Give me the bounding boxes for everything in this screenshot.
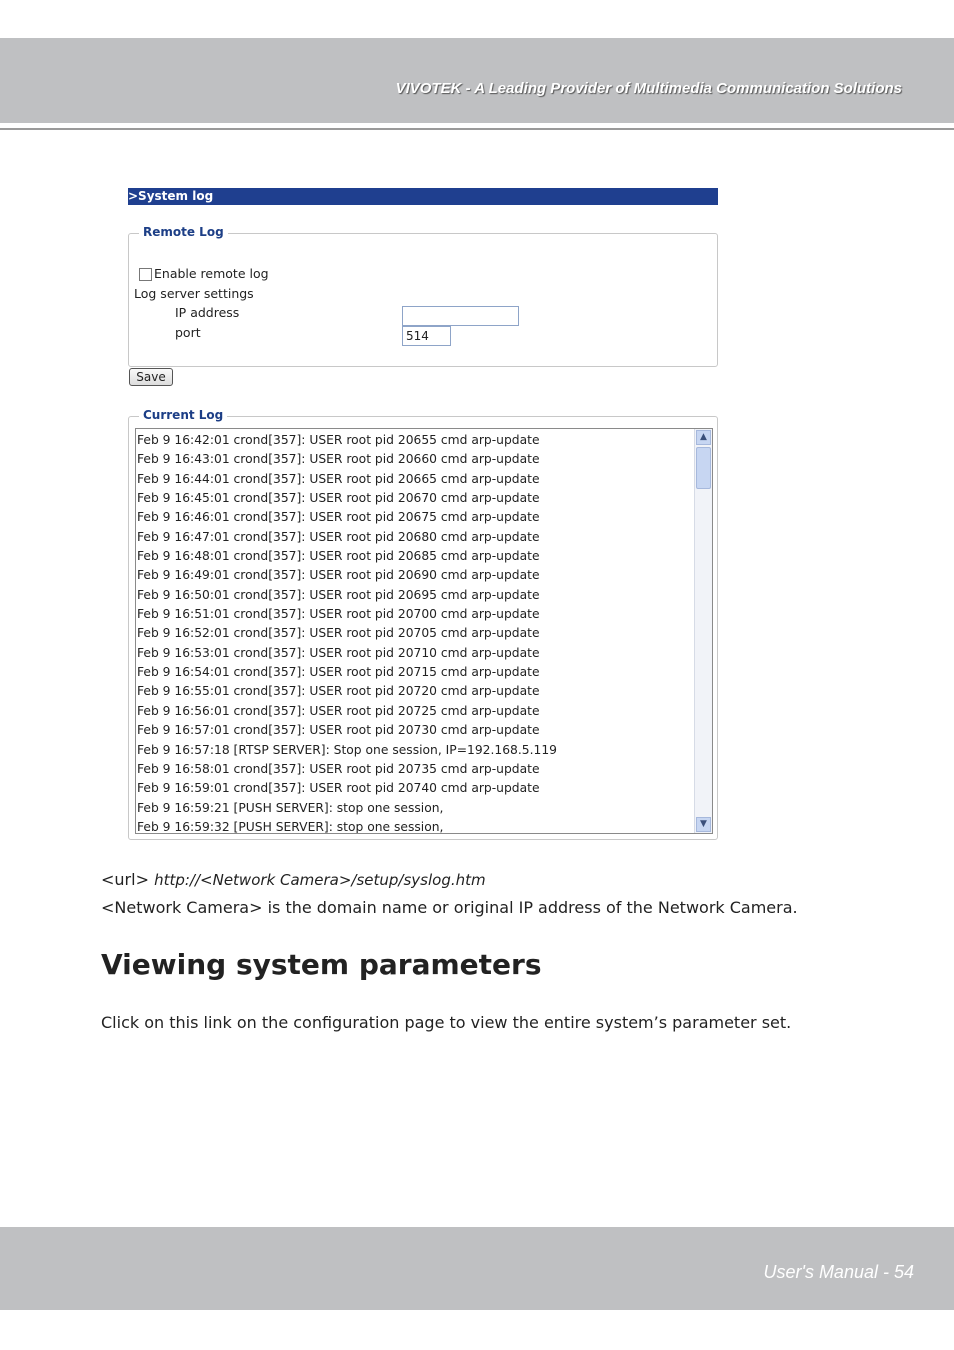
port-label: port bbox=[175, 325, 201, 340]
section-paragraph: Click on this link on the configuration page to view the entire system’s parameter set. bbox=[101, 1013, 792, 1032]
remote-log-legend: Remote Log bbox=[139, 225, 228, 239]
log-line: Feb 9 16:56:01 crond[357]: USER root pid 20725 cmd arp-update bbox=[137, 703, 540, 718]
scroll-thumb[interactable] bbox=[696, 447, 711, 489]
log-line: Feb 9 16:45:01 crond[357]: USER root pid 20670 cmd arp-update bbox=[137, 491, 540, 506]
page-number: User's Manual - 54 bbox=[763, 1262, 914, 1282]
log-line: Feb 9 16:53:01 crond[357]: USER root pid 20710 cmd arp-update bbox=[137, 645, 540, 660]
log-server-settings-label: Log server settings bbox=[134, 286, 254, 301]
log-line: Feb 9 16:49:01 crond[357]: USER root pid 20690 cmd arp-update bbox=[137, 568, 540, 583]
log-line: Feb 9 16:55:01 crond[357]: USER root pid 20720 cmd arp-update bbox=[137, 684, 540, 699]
current-log-fieldset bbox=[128, 408, 718, 840]
header-divider bbox=[0, 128, 954, 130]
log-line: Feb 9 16:58:01 crond[357]: USER root pid 20735 cmd arp-update bbox=[137, 761, 540, 776]
enable-remote-log-checkbox[interactable] bbox=[139, 268, 152, 281]
log-line: Feb 9 16:52:01 crond[357]: USER root pid 20705 cmd arp-update bbox=[137, 626, 540, 641]
log-line: Feb 9 16:48:01 crond[357]: USER root pid 20685 cmd arp-update bbox=[137, 549, 540, 564]
scroll-down-icon[interactable]: ▼ bbox=[696, 817, 711, 832]
enable-remote-log-label: Enable remote log bbox=[154, 266, 269, 281]
current-log-legend: Current Log bbox=[139, 408, 227, 422]
log-line: Feb 9 16:51:01 crond[357]: USER root pid 20700 cmd arp-update bbox=[137, 607, 540, 622]
url-text: http://<Network Camera>/setup/syslog.htm bbox=[154, 871, 486, 889]
log-line: Feb 9 16:59:01 crond[357]: USER root pid 20740 cmd arp-update bbox=[137, 781, 540, 796]
url-prefix: <url> bbox=[101, 870, 149, 889]
log-line: Feb 9 16:54:01 crond[357]: USER root pid 20715 cmd arp-update bbox=[137, 665, 540, 680]
log-line: Feb 9 16:57:18 [RTSP SERVER]: Stop one session, IP=192.168.5.119 bbox=[137, 742, 557, 757]
port-input[interactable]: 514 bbox=[402, 326, 451, 346]
header-tagline: VIVOTEK - A Leading Provider of Multimedia Communication Solutions bbox=[395, 80, 902, 97]
log-line: Feb 9 16:59:32 [PUSH SERVER]: stop one session, bbox=[137, 819, 444, 834]
log-line: Feb 9 16:59:21 [PUSH SERVER]: stop one session, bbox=[137, 800, 444, 815]
url-line bbox=[101, 870, 486, 889]
url-description: <Network Camera> is the domain name or original IP address of the Network Camera. bbox=[101, 898, 798, 917]
log-lines bbox=[137, 431, 693, 834]
save-button[interactable]: Save bbox=[129, 368, 173, 386]
scroll-up-icon[interactable]: ▲ bbox=[696, 430, 711, 445]
section-heading: Viewing system parameters bbox=[101, 948, 542, 981]
remote-log-fieldset bbox=[128, 225, 718, 367]
log-line: Feb 9 16:50:01 crond[357]: USER root pid 20695 cmd arp-update bbox=[137, 587, 540, 602]
log-line: Feb 9 16:46:01 crond[357]: USER root pid 20675 cmd arp-update bbox=[137, 510, 540, 525]
log-textarea[interactable] bbox=[135, 428, 713, 834]
log-line: Feb 9 16:43:01 crond[357]: USER root pid 20660 cmd arp-update bbox=[137, 452, 540, 467]
log-line: Feb 9 16:44:01 crond[357]: USER root pid 20665 cmd arp-update bbox=[137, 471, 540, 486]
ip-address-label: IP address bbox=[175, 305, 240, 320]
log-line: Feb 9 16:57:01 crond[357]: USER root pid 20730 cmd arp-update bbox=[137, 723, 540, 738]
ip-address-input[interactable] bbox=[402, 306, 519, 326]
log-scrollbar[interactable] bbox=[694, 429, 712, 833]
log-line: Feb 9 16:47:01 crond[357]: USER root pid 20680 cmd arp-update bbox=[137, 529, 540, 544]
log-line: Feb 9 16:42:01 crond[357]: USER root pid 20655 cmd arp-update bbox=[137, 433, 540, 447]
panel-title: >System log bbox=[128, 188, 718, 205]
